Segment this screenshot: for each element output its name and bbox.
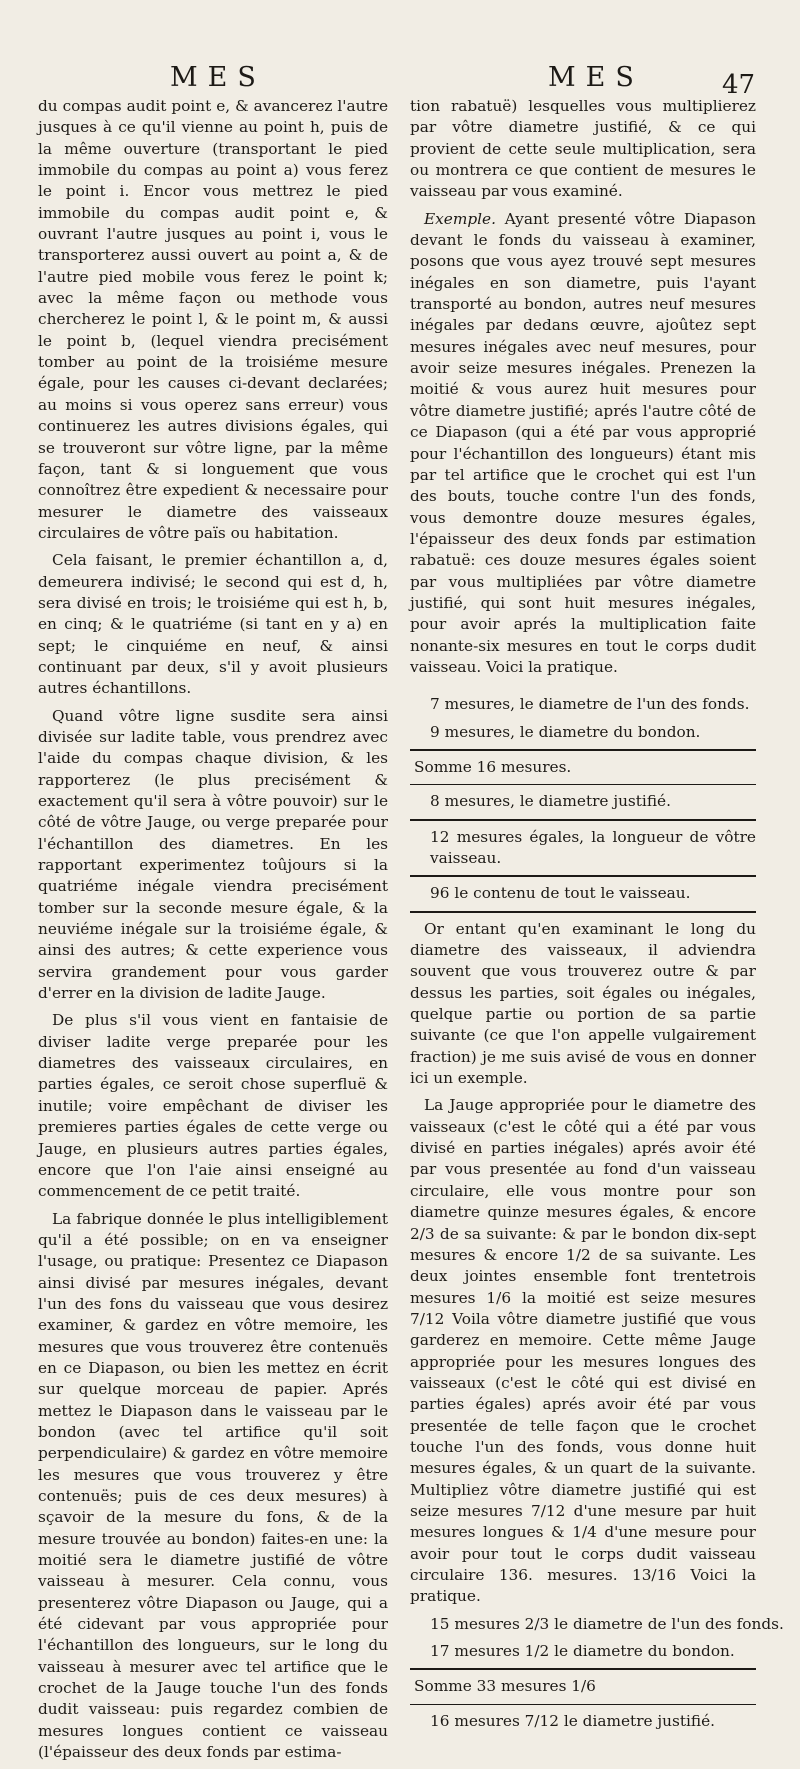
- paragraph: La Jauge appropriée pour le diametre des vaisseaux (c'est le côté qui a été par vous divisé en parties inégales) aprés avoir été par vous presentée au fond d'un vaisseau circulaire, elle vous montre pour son diametre quinze mesures égales, & encore 2/3 de sa suivante: & par le bondon dix-sept mesures & encore 1/2 de sa suivante. Les deux jointes ensemble font trentetrois mesures 1/6 la moitié est seize mesures 7/12 Voila vôtre diametre justifié que vous garderez en memoire. Cette même Jauge appropriée pour les mesures longues des vaisseaux (c'est le côté qui est divisé en parties égales) aprés avoir été par vous presentée de telle façon que le crochet touche l'un des fonds, vous donne huit mesures égales, & un quart de la suivante. Multipliez vôtre diametre justifié qui est seize mesures 7/12 d'une mesure par huit mesures longues & 1/4 d'une mesure pour avoir pour tout le corps dudit vaisseau circulaire 136. mesures. 13/16 Voici la pratique.: [410, 1096, 756, 1606]
- paragraph: De plus s'il vous vient en fantaisie de diviser ladite verge preparée pour les diametres des vaisseaux circulaires, en parties égales, ce seroit chose superfluë & inutile; voire empêchant de diviser les premieres parties égales de cette verge ou Jauge, en plusieurs autres parties égales, encore que l'on l'aie ainsi enseigné au commencement de ce petit traité.: [38, 1011, 388, 1201]
- calc-line: 96 le contenu de tout le vaisseau.: [430, 884, 691, 903]
- paragraph: tion rabatuë) lesquelles vous multiplierez par vôtre diametre justifié, & ce qui provient de cette seule multiplication, sera ou montrera ce que contient de mesures le vaisseau par vous examiné.: [410, 97, 756, 201]
- calculation-block-2: [410, 1614, 784, 1732]
- paragraph: Quand vôtre ligne susdite sera ainsi divisée sur ladite table, vous prendrez avec l'aide du compas chaque division, & les rapporterez (le plus precisément & exactement qu'il sera à vôtre pouvoir) sur le côté de vôtre Jauge, ou verge preparée pour l'échantillon des diametres. En les rapportant experimentez toûjours si la quatriéme inégale viendra precisément tomber sur la seconde mesure égale, & la neuviéme inégale sur la troisiéme égale, & ainsi des autres; & cette experience vous servira grandement pour vous garder d'errer en la division de ladite Jauge.: [38, 706, 388, 1003]
- divider: [410, 819, 756, 821]
- calc-line: 17 mesures 1/2 le diametre du bondon.: [430, 1642, 735, 1661]
- paragraph: Or entant qu'en examinant le long du diametre des vaisseaux, il adviendra souvent que vous trouverez outre & par dessus les parties, soit égales ou inégales, quelque partie ou portion de sa partie suivante (ce que l'on appelle vulgairement fraction) je me suis avisé de vous en donner ici un exemple.: [410, 919, 756, 1088]
- running-head-left: MES: [170, 62, 266, 93]
- page-number: 47: [722, 70, 756, 100]
- divider: [410, 784, 756, 785]
- left-column: [38, 96, 388, 1769]
- calc-line: 16 mesures 7/12 le diametre justifié.: [430, 1711, 716, 1730]
- calc-line: 15 mesures 2/3 le diametre de l'un des fonds.: [430, 1614, 784, 1633]
- divider: [410, 911, 756, 913]
- divider: [410, 1704, 756, 1705]
- running-head-right: MES: [548, 62, 644, 93]
- calculation-block-1: [410, 684, 756, 912]
- example-text: Ayant presenté vôtre Diapason devant le fonds du vaisseau à examiner, posons que vous ayez trouvé sept mesures inégales en son diametre, puis l'ayant transporté au bondon, autres neuf mesures inégales par dedans œuvre, ajoûtez sept mesures inégales avec neuf mesures, pour avoir seize mesures inégales. Prenezen la moitié & vous aurez huit mesures pour vôtre diametre justifié; aprés l'autre côté de ce Diapason (qui a été par vous approprié pour l'échantillon des longueurs) étant mis par tel artifice que le crochet qui est l'un des bouts, touche contre l'un des fonds, vous demontre douze mesures égales, l'épaisseur des deux fonds par estimation rabatuë: ces douze mesures égales soient par vous multipliées par vôtre diametre justifié, qui sont huit mesures inégales, pour avoir aprés la multiplication faite nonante-six mesures en tout le corps dudit vaisseau. Voici la pratique.: [410, 209, 756, 676]
- calc-line: 12 mesures égales, la longueur de vôtre vaisseau.: [430, 827, 756, 867]
- calc-line: 8 mesures, le diametre justifié.: [430, 792, 671, 811]
- divider: [410, 749, 756, 751]
- calc-line: 7 mesures, le diametre de l'un des fonds.: [430, 695, 750, 714]
- calc-line: 9 mesures, le diametre du bondon.: [430, 722, 701, 741]
- right-column: [410, 96, 784, 1738]
- paragraph: La fabrique donnée le plus intelligiblement qu'il a été possible; on en va enseigner l'usage, ou pratique: Presentez ce Diapason ainsi divisé par mesures inégales, devant l'un des fons du vaisseau que vous desirez examiner, & gardez en vôtre memoire, les mesures que vous trouverez être contenuës en ce Diapason, ou bien les mettez en écrit sur quelque morceau de papier. Aprés mettez le Diapason dans le vaisseau par le bondon (avec tel artifice qu'il soit perpendiculaire) & gardez en vôtre memoire les mesures que vous trouverez y être contenuës; puis de ces deux mesures) à sçavoir de la mesure du fons, & de la mesure trouvée au bondon) faites-en une: la moitié sera le diametre justifié de vôtre vaisseau à mesurer. Cela connu, vous presenterez vôtre Diapason ou Jauge, qui a été cidevant par vous appropriée pour l'échantillon des longueurs, sur le long du vaisseau à mesurer avec tel artifice que le crochet de la Jauge touche l'un des fonds dudit vaisseau: puis regardez combien de mesures longues contient ce vaisseau (l'épaisseur des deux fonds par estima-: [38, 1209, 388, 1762]
- divider: [410, 1668, 756, 1670]
- paragraph: Cela faisant, le premier échantillon a, d, demeurera indivisé; le second qui est d, h, sera divisé en trois; le troisiéme qui est h, b, en cinq; & le quatriéme (si tant en y a) en sept; le cinquiéme en neuf, & ainsi continuant par deux, s'il y avoit plusieurs autres échantillons.: [38, 551, 388, 698]
- example-label: Exemple.: [424, 209, 496, 228]
- divider: [410, 875, 756, 877]
- calc-sum: Somme 16 mesures.: [414, 757, 572, 776]
- calc-sum: Somme 33 mesures 1/6: [414, 1677, 596, 1696]
- paragraph: du compas audit point e, & avancerez l'autre jusques à ce qu'il vienne au point h, puis de la même ouverture (transportant le pied immobile du compas au point a) vous ferez le point i. Encor vous mettrez le pied immobile du compas audit point e, & ouvrant l'autre jusques au point i, vous le transporterez aussi ouvert au point a, & de l'autre pied mobile vous ferez le point k; avec la même façon ou methode vous chercherez le point l, & le point m, & aussi le point b, (lequel viendra precisément tomber au point de la troisiéme mesure égale, pour les causes ci-devant declarées; au moins si vous operez sans erreur) vous continuerez les autres divisions égales, qui se trouveront sur vôtre ligne, par la même façon, tant & si longuement que vous connoîtrez être expedient & necessaire pour mesurer le diametre des vaisseaux circulaires de vôtre païs ou habitation.: [38, 97, 388, 542]
- example-paragraph: [410, 209, 756, 679]
